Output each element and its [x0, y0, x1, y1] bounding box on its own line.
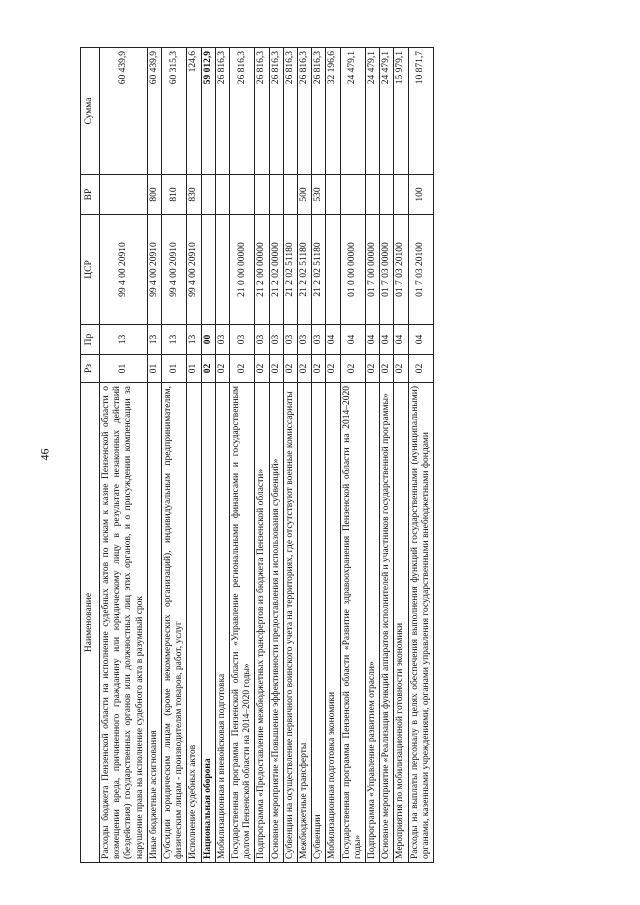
row-rz-cell: 02: [269, 355, 283, 383]
table-row: [255, 48, 269, 863]
row-rz-cell: 02: [380, 355, 394, 383]
row-name-cell: Основное мероприятие «Реализация функций аппаратов исполнителей и участников государственной программы»: [380, 383, 394, 863]
row-pr-cell: 03: [255, 325, 269, 355]
row-pr-cell: 13: [147, 325, 161, 355]
table-row: [162, 48, 187, 863]
row-name-cell: Национальная оборона: [201, 383, 215, 863]
row-rz-cell: 02: [366, 355, 380, 383]
row-rz-cell: 01: [147, 355, 161, 383]
row-name-cell: Подпрограмма «Управление развитием отрасли»: [366, 383, 380, 863]
header-pr: Пр: [81, 325, 100, 355]
row-pr-cell: 13: [100, 325, 148, 355]
table-row: [312, 48, 326, 863]
row-vr-cell: 500: [298, 175, 312, 215]
row-rz-cell: 02: [298, 355, 312, 383]
row-rz-cell: 02: [408, 355, 433, 383]
row-sum-cell: 60 315,3: [162, 48, 187, 175]
row-vr-cell: 530: [312, 175, 326, 215]
row-pr-cell: 03: [215, 325, 229, 355]
row-sum-cell: 60 439,9: [147, 48, 161, 175]
table-row: [100, 48, 148, 863]
row-pr-cell: 13: [162, 325, 187, 355]
row-csr-cell: 21 2 02 51180: [283, 215, 297, 325]
row-vr-cell: [366, 175, 380, 215]
row-rz-cell: 02: [283, 355, 297, 383]
row-sum-cell: 24 479,1: [340, 48, 365, 175]
table-row: [326, 48, 340, 863]
row-name-cell: Мероприятия по мобилизационной готовности экономики: [394, 383, 408, 863]
table-row: [366, 48, 380, 863]
row-pr-cell: 04: [366, 325, 380, 355]
table-row: [340, 48, 365, 863]
row-rz-cell: 02: [394, 355, 408, 383]
row-rz-cell: 02: [230, 355, 255, 383]
table-row: [298, 48, 312, 863]
row-pr-cell: 00: [201, 325, 215, 355]
row-pr-cell: 04: [340, 325, 365, 355]
row-csr-cell: 99 4 00 20910: [147, 215, 161, 325]
row-csr-cell: 99 4 00 20910: [162, 215, 187, 325]
row-pr-cell: 03: [230, 325, 255, 355]
row-csr-cell: 01 7 00 00000: [366, 215, 380, 325]
row-pr-cell: 03: [283, 325, 297, 355]
row-rz-cell: 02: [340, 355, 365, 383]
table-row: [187, 48, 201, 863]
row-name-cell: Расходы бюджета Пензенской области на исполнение судебных актов по искам к казне Пензенской области о возмещении вреда, причиненного гражданину или юридическому лицу в результате незаконных действий (бездействия) государственных органов или должностных лиц этих органов, и о присуждении компенсации за нарушение права на исполнение судебного акта в разумный срок: [100, 383, 148, 863]
row-rz-cell: 02: [201, 355, 215, 383]
row-sum-cell: 26 816,3: [269, 48, 283, 175]
row-vr-cell: [394, 175, 408, 215]
row-name-cell: Мобилизационная и вневойсковая подготовка: [215, 383, 229, 863]
row-name-cell: Мобилизационная подготовка экономики: [326, 383, 340, 863]
row-sum-cell: 124,6: [187, 48, 201, 175]
row-pr-cell: 03: [298, 325, 312, 355]
row-name-cell: Расходы на выплаты персоналу в целях обеспечения выполнения функций государственными (муниципальными) органами, казенными учреждениями, органами управления государственными внебюджетными фондами: [408, 383, 433, 863]
header-csr: ЦСР: [81, 215, 100, 325]
row-csr-cell: [215, 215, 229, 325]
row-sum-cell: 26 816,3: [283, 48, 297, 175]
row-name-cell: Основное мероприятие «Повышение эффективности предоставления и использования субвенций»: [269, 383, 283, 863]
row-name-cell: Государственная программа Пензенской области «Управление региональными финансами и государственным долгом Пензенской области на 2014–2020 годы»: [230, 383, 255, 863]
row-name-cell: Государственная программа Пензенской области «Развитие здравоохранения Пензенской области на 2014–2020 годы»: [340, 383, 365, 863]
row-name-cell: Субсидии юридическим лицам (кроме некоммерческих организаций), индивидуальным предпринимателям, физическим лицам - производителям товаров, работ, услуг: [162, 383, 187, 863]
row-pr-cell: 03: [269, 325, 283, 355]
row-vr-cell: [100, 175, 148, 215]
row-name-cell: Исполнение судебных актов: [187, 383, 201, 863]
row-csr-cell: 99 4 00 20910: [100, 215, 148, 325]
row-csr-cell: 01 7 03 20100: [408, 215, 433, 325]
row-name-cell: Иные бюджетные ассигнования: [147, 383, 161, 863]
row-sum-cell: 10 871,7: [408, 48, 433, 175]
row-vr-cell: [326, 175, 340, 215]
row-csr-cell: [326, 215, 340, 325]
table-header-row: [81, 48, 100, 863]
row-rz-cell: 02: [326, 355, 340, 383]
row-sum-cell: 24 479,1: [380, 48, 394, 175]
row-csr-cell: 01 7 03 20100: [394, 215, 408, 325]
row-csr-cell: 21 0 00 00000: [230, 215, 255, 325]
table-row: [230, 48, 255, 863]
row-sum-cell: 26 816,3: [255, 48, 269, 175]
row-vr-cell: [255, 175, 269, 215]
row-vr-cell: 100: [408, 175, 433, 215]
row-sum-cell: 26 816,3: [312, 48, 326, 175]
row-csr-cell: 01 0 00 00000: [340, 215, 365, 325]
row-name-cell: Подпрограмма «Предоставление межбюджетных трансфертов из бюджета Пензенской области»: [255, 383, 269, 863]
row-sum-cell: 26 816,3: [215, 48, 229, 175]
row-vr-cell: 830: [187, 175, 201, 215]
row-vr-cell: [201, 175, 215, 215]
row-vr-cell: [269, 175, 283, 215]
header-sum: Сумма: [81, 48, 100, 175]
header-rz: Рз: [81, 355, 100, 383]
row-csr-cell: 99 4 00 20910: [187, 215, 201, 325]
row-sum-cell: 60 439,9: [100, 48, 148, 175]
row-rz-cell: 02: [255, 355, 269, 383]
row-rz-cell: 01: [187, 355, 201, 383]
row-sum-cell: 26 816,3: [298, 48, 312, 175]
row-rz-cell: 01: [100, 355, 148, 383]
table-row: [215, 48, 229, 863]
row-pr-cell: 13: [187, 325, 201, 355]
row-csr-cell: [201, 215, 215, 325]
row-vr-cell: [215, 175, 229, 215]
row-csr-cell: 21 2 02 51180: [312, 215, 326, 325]
row-csr-cell: 21 2 00 00000: [255, 215, 269, 325]
row-csr-cell: 01 7 03 00000: [380, 215, 394, 325]
row-rz-cell: 02: [312, 355, 326, 383]
header-name: Наименование: [81, 383, 100, 863]
table-row: [283, 48, 297, 863]
row-name-cell: Межбюджетные трансферты: [298, 383, 312, 863]
row-vr-cell: [230, 175, 255, 215]
row-name-cell: Субвенции на осуществление первичного воинского учета на территориях, где отсутствуют военные комиссариаты: [283, 383, 297, 863]
row-vr-cell: 810: [162, 175, 187, 215]
row-csr-cell: 21 2 02 00000: [269, 215, 283, 325]
row-csr-cell: 21 2 02 51180: [298, 215, 312, 325]
table-row: [147, 48, 161, 863]
header-vr: ВР: [81, 175, 100, 215]
row-name-cell: Субвенции: [312, 383, 326, 863]
row-sum-cell: 15 979,1: [394, 48, 408, 175]
row-pr-cell: 04: [394, 325, 408, 355]
row-sum-cell: 26 816,3: [230, 48, 255, 175]
row-pr-cell: 04: [380, 325, 394, 355]
row-vr-cell: [283, 175, 297, 215]
rotated-page-content: [80, 48, 588, 863]
row-vr-cell: 800: [147, 175, 161, 215]
table-row: [269, 48, 283, 863]
row-vr-cell: [380, 175, 394, 215]
budget-table: [80, 47, 434, 863]
page-number: 46: [37, 448, 52, 461]
row-sum-cell: 32 196,6: [326, 48, 340, 175]
row-sum-cell: 59 012,9: [201, 48, 215, 175]
row-rz-cell: 02: [215, 355, 229, 383]
row-sum-cell: 24 479,1: [366, 48, 380, 175]
table-row: [408, 48, 433, 863]
table-row: [380, 48, 394, 863]
row-pr-cell: 03: [312, 325, 326, 355]
table-row: [201, 48, 215, 863]
table-row: [394, 48, 408, 863]
row-pr-cell: 04: [408, 325, 433, 355]
row-vr-cell: [340, 175, 365, 215]
row-rz-cell: 01: [162, 355, 187, 383]
row-pr-cell: 04: [326, 325, 340, 355]
